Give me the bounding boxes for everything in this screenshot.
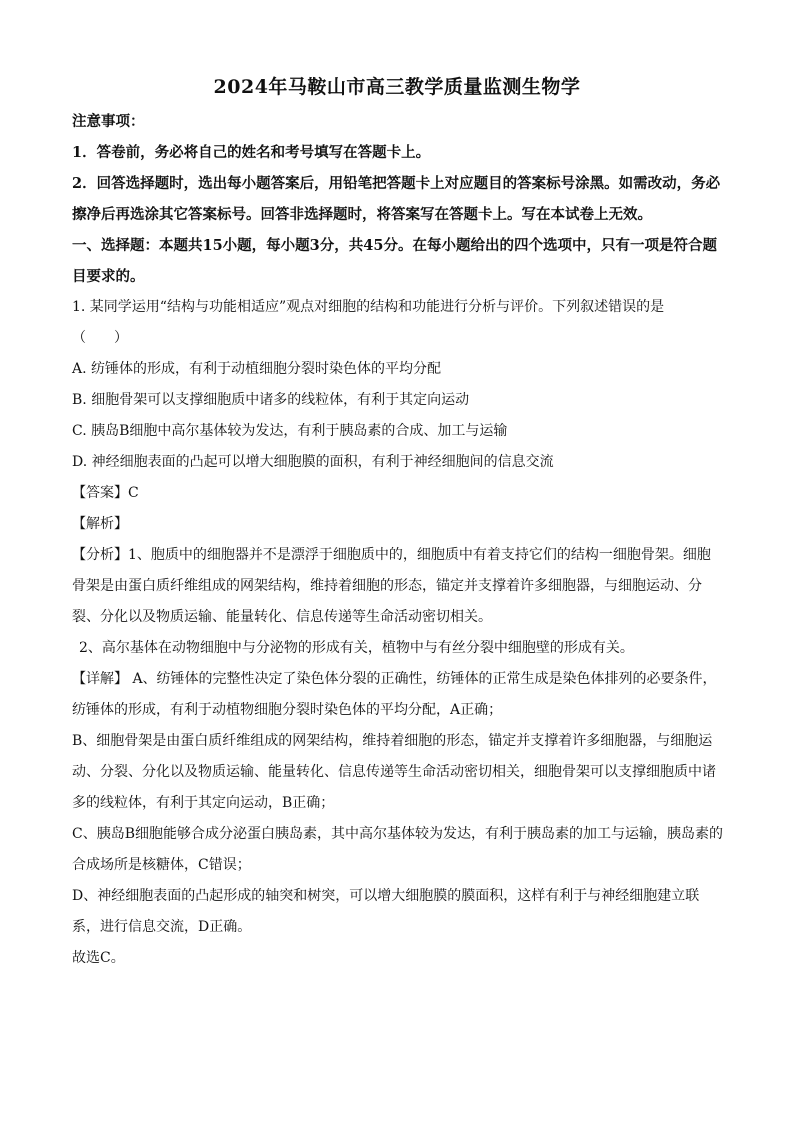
answer-label: 【答案】C: [72, 485, 139, 501]
analysis-point-1: 【分析】1、胞质中的细胞器并不是漂浮于细胞质中的，细胞质中有着支持它们的结构一细胞骨架。细胞骨架是由蛋白质纤维组成的网架结构，维持着细胞的形态，锚定并支撑着许多细胞器，与细胞运动、分裂、分化以及物质运输、能量转化、信息传递等生命活动密切相关。: [72, 547, 711, 625]
detail-option-c: C、胰岛B细胞能够合成分泌蛋白胰岛素，其中高尔基体较为发达，有利于胰岛素的加工与运输，胰岛素的合成场所是核糖体，C错误；: [72, 826, 723, 873]
document-body: [72, 106, 724, 974]
notice-item-1: 1．答卷前，务必将自己的姓名和考号填写在答题卡上。: [72, 144, 431, 161]
detail-option-a: 【详解】 A、纺锤体的完整性决定了染色体分裂的正确性，纺锤体的正常生成是染色体排列的必要条件，纺锤体的形成，有利于动植物细胞分裂时染色体的平均分配，A正确；: [72, 671, 717, 718]
question-1-option-b: B. 细胞骨架可以支撑细胞质中诸多的线粒体，有利于其定向运动: [72, 392, 470, 408]
notice-heading: 注意事项：: [72, 113, 145, 130]
analysis-point-2: 2、高尔基体在动物细胞中与分泌物的形成有关，植物中与有丝分裂中细胞壁的形成有关。: [79, 640, 634, 656]
question-1-option-d: D. 神经细胞表面的凸起可以增大细胞膜的面积，有利于神经细胞间的信息交流: [72, 454, 554, 470]
question-1-option-a: A. 纺锤体的形成，有利于动植细胞分裂时染色体的平均分配: [72, 361, 442, 377]
section-heading-choice: 一、选择题：本题共15小题，每小题3分，共45分。在每小题给出的四个选项中，只有一项是符合题目要求的。: [72, 237, 717, 285]
detail-option-d: D、神经细胞表面的凸起形成的轴突和树突，可以增大细胞膜的膜面积，这样有利于与神经细胞建立联系，进行信息交流，D正确。: [72, 888, 700, 935]
page-title: 2024年马鞍山市高三教学质量监测生物学: [213, 76, 581, 98]
question-1-stem: 1. 某同学运用“结构与功能相适应”观点对细胞的结构和功能进行分析与评价。下列叙述错误的是: [72, 299, 665, 315]
question-1-option-c: C. 胰岛B细胞中高尔基体较为发达，有利于胰岛素的合成、加工与运输: [72, 423, 508, 439]
question-1-paren: （ ）: [72, 330, 128, 346]
conclusion: 故选C。: [72, 950, 125, 966]
notice-item-2: 2．回答选择题时，选出每小题答案后，用铅笔把答题卡上对应题目的答案标号涂黑。如需改动，务必擦净后再选涂其它答案标号。回答非选择题时，将答案写在答题卡上。写在本试卷上无效。: [72, 175, 721, 223]
analysis-heading: 【解析】: [72, 516, 128, 532]
detail-option-b: B、细胞骨架是由蛋白质纤维组成的网架结构，维持着细胞的形态，锚定并支撑着许多细胞器，与细胞运动、分裂、分化以及物质运输、能量转化、信息传递等生命活动密切相关，细胞骨架可以支撑细胞质中诸多的线粒体，有利于其定向运动，B正确；: [72, 733, 716, 811]
